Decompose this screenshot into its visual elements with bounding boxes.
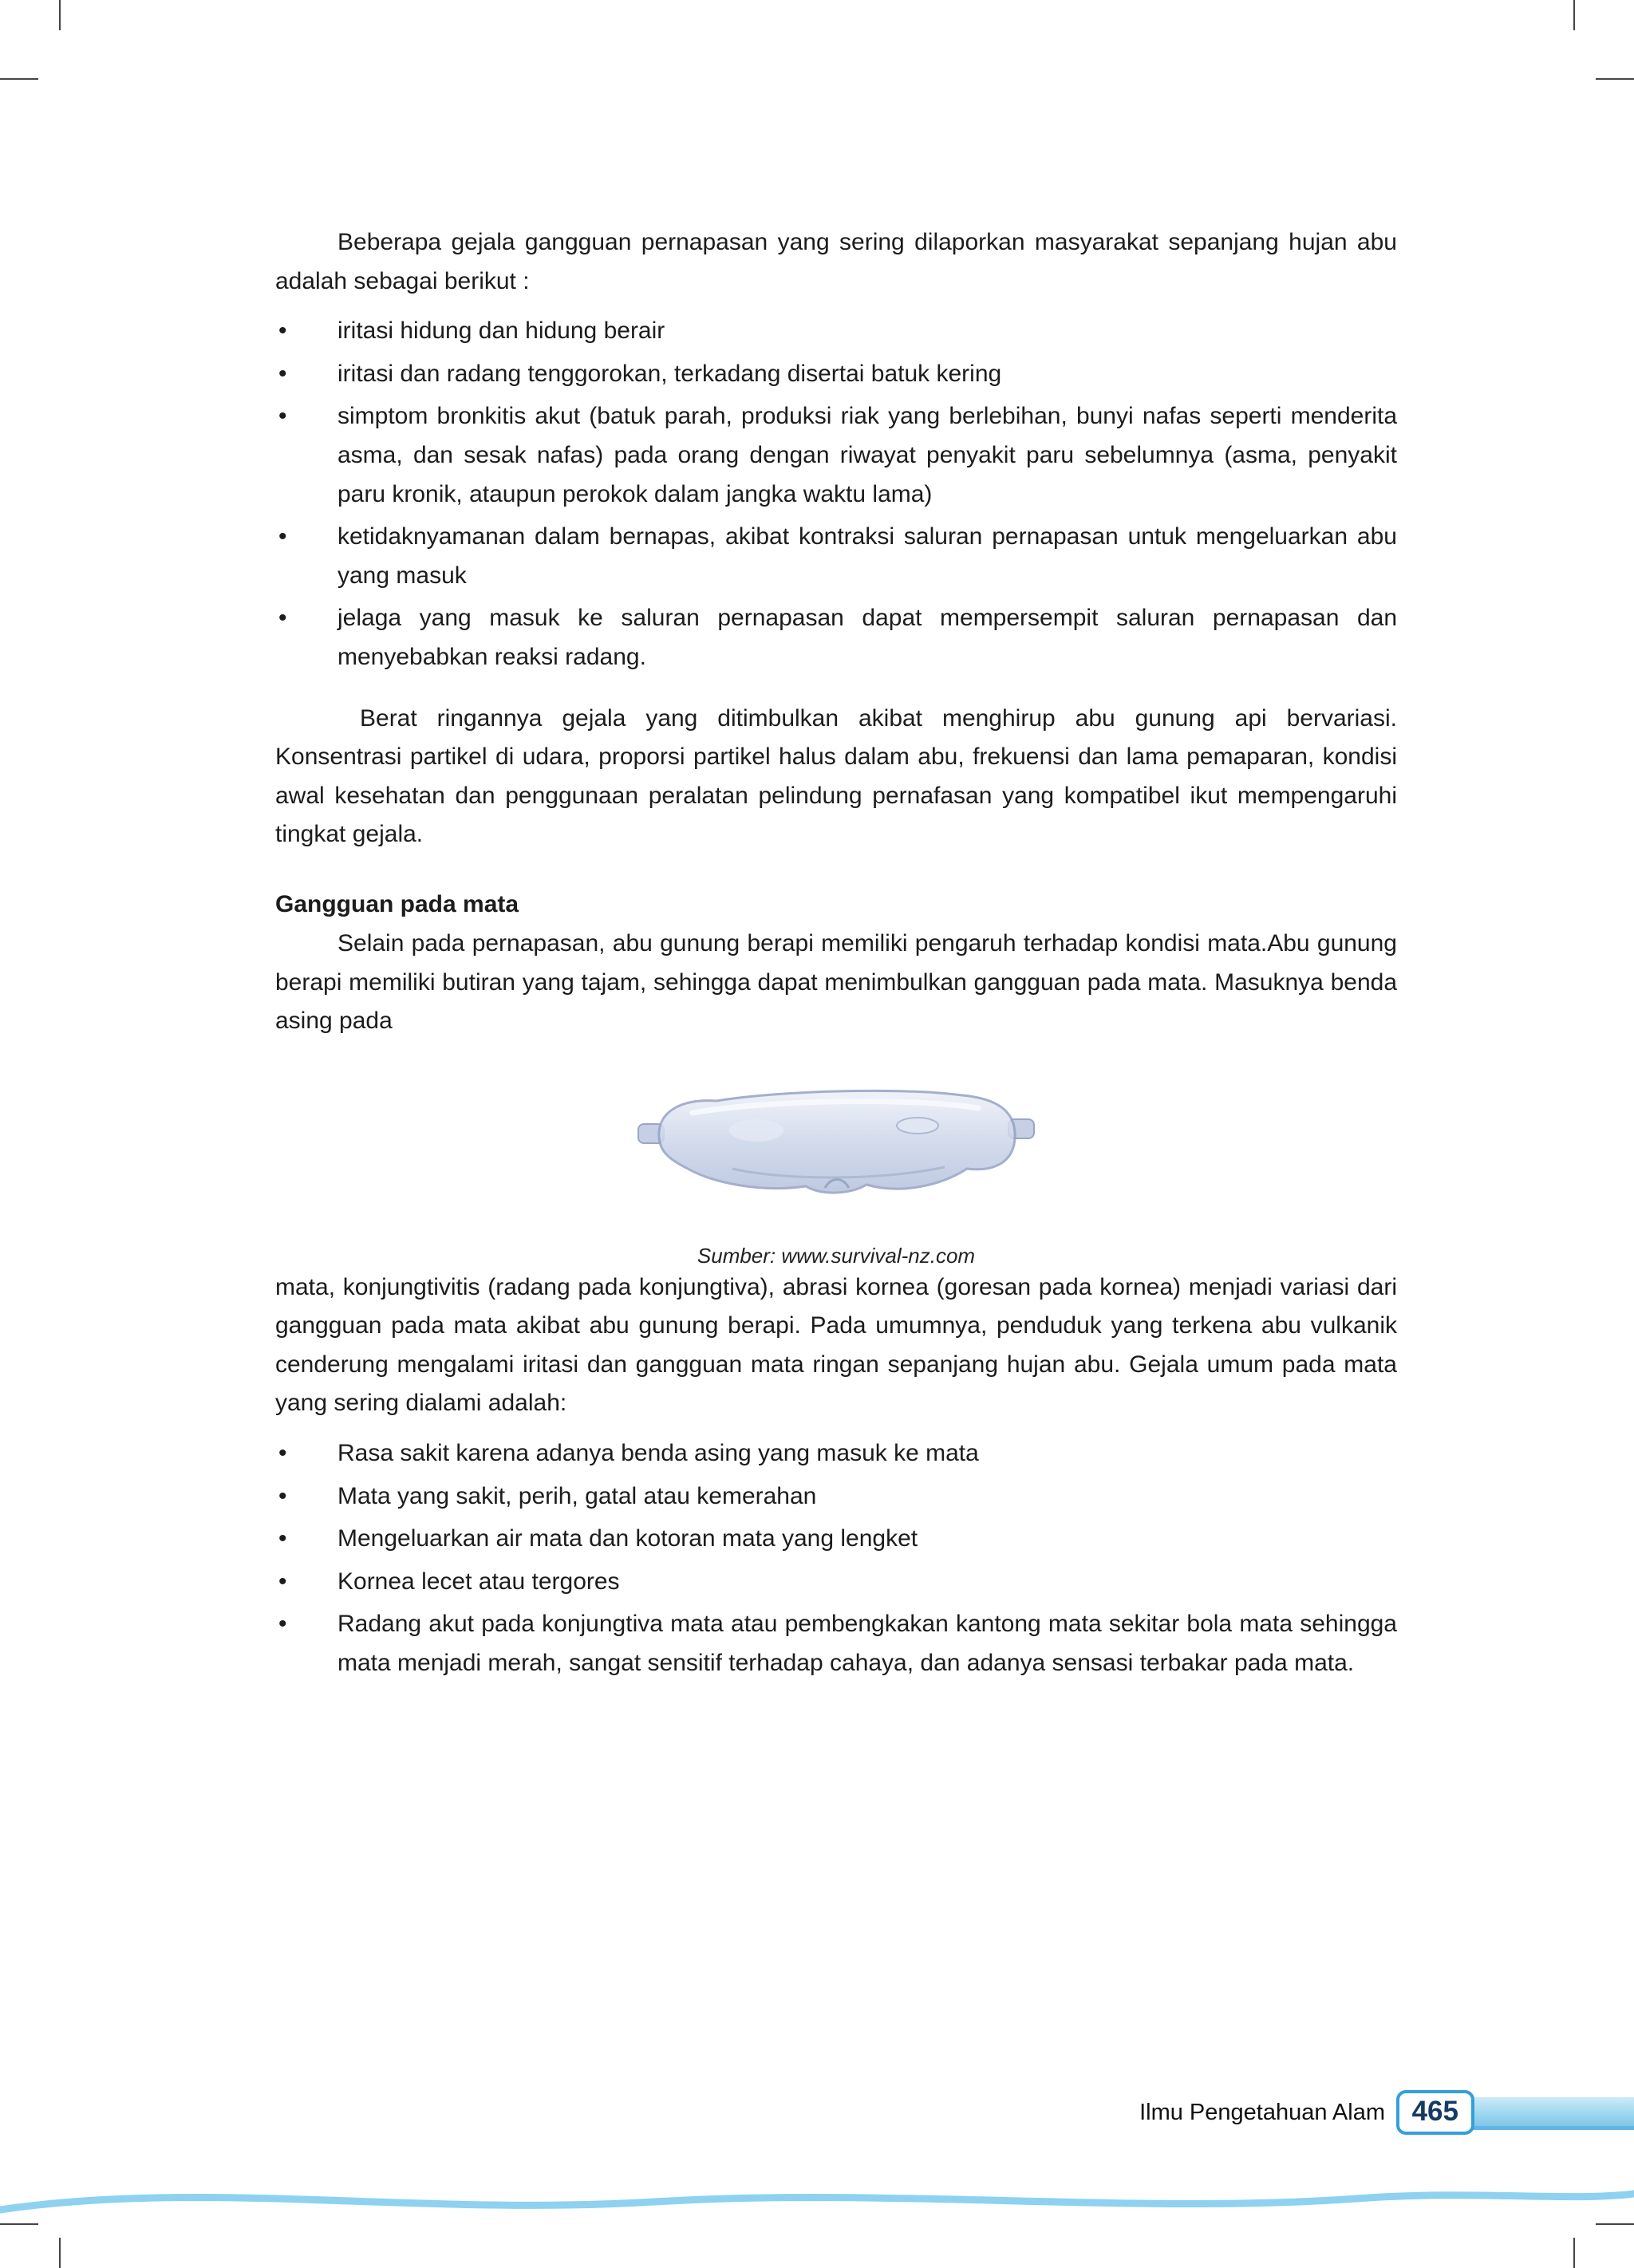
crop-mark-top-left-vertical bbox=[59, 0, 61, 30]
list-bullet: • bbox=[278, 1482, 287, 1509]
list-item bbox=[275, 1605, 1397, 1682]
list-item-text: simptom bronkitis akut (batuk parah, produksi riak yang berlebihan, bunyi nafas seperti menderita asma, dan sesak nafas) pada orang dengan riwayat penyakit paru sebelumnya (asma, penyakit paru kronik, ataupun perokok dalam jangka waktu lama) bbox=[337, 403, 1397, 507]
figure-source-caption: Sumber: www.survival-nz.com bbox=[697, 1243, 976, 1268]
list-item-text: iritasi hidung dan hidung berair bbox=[337, 318, 665, 345]
paragraph-severity: Berat ringannya gejala yang ditimbulkan akibat menghirup abu gunung api bervariasi. Konsentrasi partikel di udara, proporsi partikel halus dalam abu, frekuensi dan lama pemaparan, kondisi awal kesehatan dan penggunaan peralatan pelindung pernafasan yang kompatibel ikut mempengaruhi tingkat gejala. bbox=[275, 704, 1397, 848]
list-bullet: • bbox=[278, 318, 287, 345]
paragraph-respiratory-intro: Beberapa gejala gangguan pernapasan yang sering dilaporkan masyarakat sepanjang hujan abu adalah sebagai berikut : bbox=[275, 229, 1397, 294]
list-item-text: ketidaknyamanan dalam bernapas, akibat kontraksi saluran pernapasan untuk mengeluarkan abu yang masuk bbox=[337, 523, 1397, 589]
list-bullet: • bbox=[278, 403, 287, 430]
bottom-wave-line bbox=[0, 2163, 1634, 2240]
section-heading-eye-disorders: Gangguan pada mata bbox=[275, 890, 519, 917]
crop-mark-top-right-horizontal bbox=[1596, 78, 1634, 80]
list-item-text: Mengeluarkan air mata dan kotoran mata yang lengket bbox=[337, 1525, 918, 1552]
eye-symptom-list bbox=[275, 1434, 1397, 1683]
crop-mark-top-right-vertical bbox=[1573, 0, 1575, 30]
list-bullet: • bbox=[278, 360, 287, 387]
list-bullet: • bbox=[278, 605, 287, 632]
list-item bbox=[275, 599, 1397, 676]
list-bullet: • bbox=[278, 1440, 287, 1467]
list-bullet: • bbox=[278, 1525, 287, 1552]
list-item bbox=[275, 1520, 1397, 1559]
respiratory-symptom-list bbox=[275, 312, 1397, 676]
page-content bbox=[275, 223, 1397, 1706]
list-item-text: Radang akut pada konjungtiva mata atau pembengkakan kantong mata sekitar bola mata sehingga mata menjadi merah, sangat sensitif terhadap cahaya, dan adanya sensasi terbakar pada mata. bbox=[337, 1611, 1397, 1677]
list-item-text: Rasa sakit karena adanya benda asing yang masuk ke mata bbox=[337, 1440, 979, 1467]
list-bullet: • bbox=[278, 1611, 287, 1638]
list-bullet: • bbox=[278, 523, 287, 550]
list-item-text: iritasi dan radang tenggorokan, terkadang disertai batuk kering bbox=[337, 360, 1002, 387]
list-item bbox=[275, 518, 1397, 595]
safety-goggles-photo bbox=[637, 1075, 1036, 1214]
paragraph-eyes-intro: Selain pada pernapasan, abu gunung berapi memiliki pengaruh terhadap kondisi mata.Abu gunung berapi memiliki butiran yang tajam, sehingga dapat menimbulkan gangguan pada mata. Masuknya benda asing pada bbox=[275, 929, 1397, 1035]
list-item bbox=[275, 1477, 1397, 1517]
paragraph-eyes-continued: mata, konjungtivitis (radang pada konjungtiva), abrasi kornea (goresan pada kornea) menjadi variasi dari gangguan pada mata akibat abu gunung berapi. Pada umumnya, penduduk yang terkena abu vulkanik cenderung mengalami iritasi dan gangguan mata ringan sepanjang hujan abu. Gejala umum pada mata yang sering dialami adalah: bbox=[275, 1273, 1397, 1417]
crop-mark-top-left-horizontal bbox=[0, 78, 38, 80]
list-item-text: jelaga yang masuk ke saluran pernapasan dapat mempersempit saluran pernapasan dan menyebabkan reaksi radang. bbox=[337, 605, 1397, 670]
list-item bbox=[275, 1563, 1397, 1602]
goggles-figure bbox=[275, 1075, 1397, 1268]
list-item bbox=[275, 355, 1397, 394]
crop-mark-bottom-left-vertical bbox=[59, 2238, 61, 2268]
list-item-text: Kornea lecet atau tergores bbox=[337, 1568, 620, 1595]
crop-mark-bottom-right-vertical bbox=[1573, 2238, 1575, 2268]
page-footer bbox=[0, 2090, 1634, 2141]
list-item-text: Mata yang sakit, perih, gatal atau kemerahan bbox=[337, 1482, 817, 1509]
footer-book-title: Ilmu Pengetahuan Alam bbox=[1139, 2100, 1385, 2125]
list-item bbox=[275, 1434, 1397, 1473]
list-item bbox=[275, 312, 1397, 351]
page-number-badge: 465 bbox=[1396, 2090, 1474, 2135]
list-bullet: • bbox=[278, 1568, 287, 1595]
list-item bbox=[275, 397, 1397, 514]
